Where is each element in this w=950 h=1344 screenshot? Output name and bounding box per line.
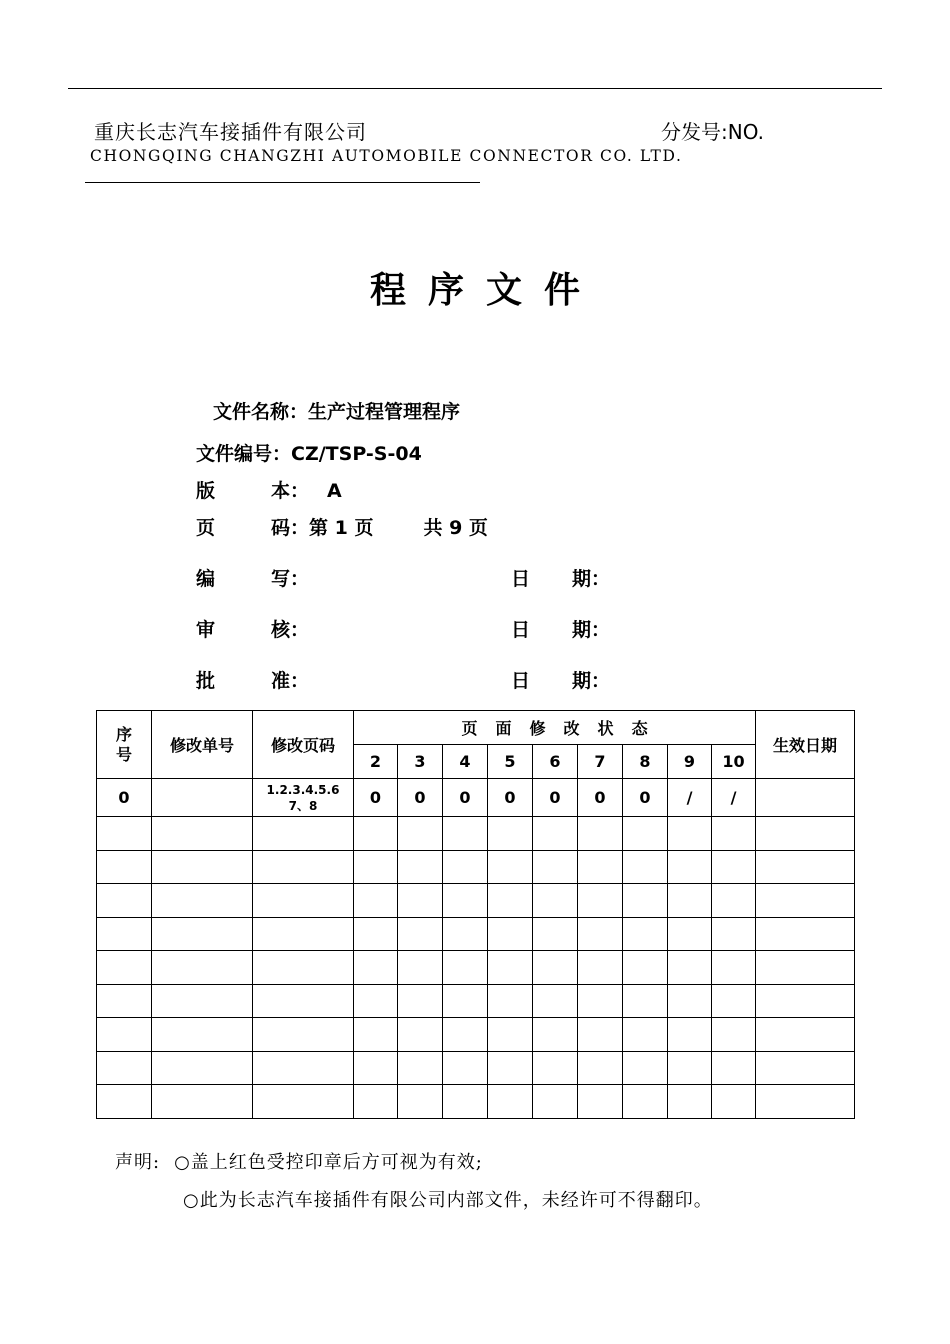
table-row bbox=[97, 917, 855, 951]
table-cell bbox=[756, 1051, 855, 1085]
table-cell bbox=[443, 884, 488, 918]
table-cell bbox=[712, 1085, 756, 1119]
table-cell bbox=[623, 917, 668, 951]
table-cell bbox=[756, 884, 855, 918]
table-cell bbox=[253, 1051, 354, 1085]
table-cell bbox=[152, 951, 253, 985]
title-char: 序 bbox=[427, 270, 464, 311]
row-status: 0 bbox=[354, 779, 398, 817]
page-number-header: 4 bbox=[443, 745, 488, 779]
table-row bbox=[97, 779, 855, 817]
table-cell bbox=[97, 917, 152, 951]
table-cell bbox=[152, 1018, 253, 1052]
table-cell bbox=[488, 817, 533, 851]
table-cell bbox=[488, 884, 533, 918]
author-label-1: 编 bbox=[196, 568, 216, 590]
table-cell bbox=[253, 884, 354, 918]
approve-row bbox=[196, 669, 309, 693]
table-cell bbox=[443, 984, 488, 1018]
declaration-text-2: ○此为长志汽车接插件有限公司内部文件，未经许可不得翻印。 bbox=[183, 1190, 713, 1211]
table-cell bbox=[488, 1085, 533, 1119]
table-cell bbox=[623, 984, 668, 1018]
page-number-header: 9 bbox=[668, 745, 712, 779]
title-char: 文 bbox=[486, 270, 523, 311]
table-cell bbox=[756, 951, 855, 985]
table-cell bbox=[668, 1051, 712, 1085]
version-row bbox=[196, 479, 342, 503]
page-total: 共 9 页 bbox=[423, 517, 488, 539]
table-cell bbox=[354, 1018, 398, 1052]
table-cell bbox=[253, 1018, 354, 1052]
table-cell bbox=[623, 850, 668, 884]
review-row bbox=[196, 618, 309, 642]
table-cell bbox=[533, 1085, 578, 1119]
table-cell bbox=[533, 1018, 578, 1052]
table-cell bbox=[398, 951, 443, 985]
table-cell bbox=[756, 817, 855, 851]
table-cell bbox=[443, 1051, 488, 1085]
distribution-number: 分发号:NO. bbox=[661, 120, 764, 144]
table-cell bbox=[152, 850, 253, 884]
table-cell bbox=[623, 884, 668, 918]
table-cell bbox=[354, 1085, 398, 1119]
table-cell bbox=[488, 1018, 533, 1052]
table-cell bbox=[97, 884, 152, 918]
file-code-value: CZ/TSP-S-04 bbox=[291, 443, 422, 465]
table-cell bbox=[712, 884, 756, 918]
date-label-2: 期： bbox=[572, 670, 611, 692]
header-seq: 序 号 bbox=[97, 711, 152, 779]
table-cell bbox=[668, 984, 712, 1018]
table-cell bbox=[354, 817, 398, 851]
table-cell bbox=[488, 850, 533, 884]
table-cell bbox=[253, 951, 354, 985]
title-char: 程 bbox=[369, 270, 406, 311]
version-label-2: 本： bbox=[271, 480, 310, 502]
table-cell bbox=[756, 1085, 855, 1119]
review-label-2: 核： bbox=[271, 619, 310, 641]
table-cell bbox=[623, 1018, 668, 1052]
table-cell bbox=[97, 1051, 152, 1085]
table-cell bbox=[97, 1085, 152, 1119]
date-label-2: 期： bbox=[572, 619, 611, 641]
table-cell bbox=[668, 917, 712, 951]
table-row bbox=[97, 1018, 855, 1052]
header-page-status: 页 面 修 改 状 态 bbox=[354, 711, 756, 745]
table-cell bbox=[488, 1051, 533, 1085]
header-effective-date: 生效日期 bbox=[756, 711, 855, 779]
table-cell bbox=[443, 951, 488, 985]
row-status: / bbox=[712, 779, 756, 817]
date-label-1: 日 bbox=[511, 568, 531, 590]
file-name-value: 生产过程管理程序 bbox=[308, 401, 461, 423]
table-cell bbox=[97, 817, 152, 851]
row-status: 0 bbox=[488, 779, 533, 817]
table-cell bbox=[354, 917, 398, 951]
table-cell bbox=[668, 817, 712, 851]
row-status: 0 bbox=[623, 779, 668, 817]
page-label-2: 码： bbox=[271, 517, 310, 539]
row-seq: 0 bbox=[97, 779, 152, 817]
table-cell bbox=[152, 1085, 253, 1119]
table-cell bbox=[443, 917, 488, 951]
author-label-2: 写： bbox=[271, 568, 310, 590]
table-cell bbox=[578, 817, 623, 851]
table-cell bbox=[533, 1051, 578, 1085]
table-cell bbox=[253, 817, 354, 851]
author-date-row bbox=[511, 567, 610, 591]
table-cell bbox=[712, 984, 756, 1018]
file-code-label: 文件编号： bbox=[196, 443, 292, 465]
page-number-header: 10 bbox=[712, 745, 756, 779]
file-name-row bbox=[213, 400, 460, 424]
review-label-1: 审 bbox=[196, 619, 216, 641]
page-number-header: 3 bbox=[398, 745, 443, 779]
approve-date-row bbox=[511, 669, 610, 693]
table-cell bbox=[578, 884, 623, 918]
approve-label-2: 准： bbox=[271, 670, 310, 692]
row-status: 0 bbox=[398, 779, 443, 817]
table-cell bbox=[152, 817, 253, 851]
table-cell bbox=[443, 817, 488, 851]
table-row bbox=[97, 1051, 855, 1085]
table-cell bbox=[578, 850, 623, 884]
header-modified-pages: 修改页码 bbox=[253, 711, 354, 779]
date-label-1: 日 bbox=[511, 670, 531, 692]
table-cell bbox=[398, 1051, 443, 1085]
table-row bbox=[97, 817, 855, 851]
table-cell bbox=[712, 917, 756, 951]
table-cell bbox=[152, 1051, 253, 1085]
table-cell bbox=[623, 951, 668, 985]
page-label-1: 页 bbox=[196, 517, 216, 539]
table-cell bbox=[152, 884, 253, 918]
table-cell bbox=[578, 917, 623, 951]
table-cell bbox=[152, 984, 253, 1018]
table-cell bbox=[398, 984, 443, 1018]
table-cell bbox=[533, 850, 578, 884]
table-cell bbox=[578, 1018, 623, 1052]
table-cell bbox=[443, 1018, 488, 1052]
version-label-1: 版 bbox=[196, 480, 216, 502]
table-cell bbox=[623, 1085, 668, 1119]
table-cell bbox=[533, 817, 578, 851]
table-cell bbox=[97, 951, 152, 985]
table-cell bbox=[668, 1085, 712, 1119]
page-number-header: 7 bbox=[578, 745, 623, 779]
table-cell bbox=[152, 917, 253, 951]
table-cell bbox=[712, 1018, 756, 1052]
declaration-text-1: ○盖上红色受控印章后方可视为有效; bbox=[174, 1152, 483, 1173]
row-status: / bbox=[668, 779, 712, 817]
table-cell bbox=[443, 1085, 488, 1119]
page-row bbox=[196, 516, 488, 540]
table-cell bbox=[253, 850, 354, 884]
table-cell bbox=[578, 951, 623, 985]
table-cell bbox=[578, 1085, 623, 1119]
company-name-cn: 重庆长志汽车接插件有限公司 bbox=[94, 120, 367, 144]
table-cell bbox=[443, 850, 488, 884]
table-cell bbox=[533, 917, 578, 951]
table-cell bbox=[668, 1018, 712, 1052]
declaration-label: 声明: bbox=[115, 1152, 161, 1173]
table-cell bbox=[354, 850, 398, 884]
row-order-no bbox=[152, 779, 253, 817]
table-cell bbox=[668, 850, 712, 884]
file-name-label: 文件名称： bbox=[213, 401, 309, 423]
table-row bbox=[97, 850, 855, 884]
table-cell bbox=[712, 817, 756, 851]
table-cell bbox=[668, 951, 712, 985]
table-cell bbox=[623, 817, 668, 851]
review-date-row bbox=[511, 618, 610, 642]
document-title bbox=[0, 262, 950, 313]
table-cell bbox=[253, 917, 354, 951]
table-cell bbox=[97, 850, 152, 884]
table-cell bbox=[398, 917, 443, 951]
table-row bbox=[97, 951, 855, 985]
declaration-line-1 bbox=[115, 1148, 483, 1174]
table-cell bbox=[756, 984, 855, 1018]
table-cell bbox=[97, 984, 152, 1018]
top-rule bbox=[68, 88, 882, 89]
table-cell bbox=[354, 951, 398, 985]
table-cell bbox=[623, 1051, 668, 1085]
table-cell bbox=[253, 984, 354, 1018]
page-value: 第 1 页 bbox=[309, 517, 374, 539]
table-cell bbox=[488, 984, 533, 1018]
title-char: 件 bbox=[544, 270, 581, 311]
table-cell bbox=[756, 917, 855, 951]
row-status: 0 bbox=[578, 779, 623, 817]
table-cell bbox=[398, 850, 443, 884]
table-cell bbox=[578, 1051, 623, 1085]
date-label-2: 期： bbox=[572, 568, 611, 590]
company-underline bbox=[85, 182, 480, 183]
table-row bbox=[97, 884, 855, 918]
table-cell bbox=[668, 884, 712, 918]
table-cell bbox=[354, 1051, 398, 1085]
file-code-row bbox=[196, 442, 422, 466]
table-cell bbox=[578, 984, 623, 1018]
page-number-header: 2 bbox=[354, 745, 398, 779]
version-value: A bbox=[327, 480, 342, 502]
page-number-header: 6 bbox=[533, 745, 578, 779]
table-cell bbox=[712, 951, 756, 985]
table-cell bbox=[398, 1018, 443, 1052]
table-cell bbox=[756, 1018, 855, 1052]
table-cell bbox=[488, 917, 533, 951]
table-cell bbox=[354, 984, 398, 1018]
company-name-en: CHONGQING CHANGZHI AUTOMOBILE CONNECTOR CO. LTD. bbox=[90, 147, 683, 165]
table-cell bbox=[398, 817, 443, 851]
author-row bbox=[196, 567, 309, 591]
table-row bbox=[97, 984, 855, 1018]
table-cell bbox=[488, 951, 533, 985]
row-modified-pages: 1.2.3.4.5.6 7、8 bbox=[253, 779, 354, 817]
table-cell bbox=[398, 884, 443, 918]
row-status: 0 bbox=[443, 779, 488, 817]
table-cell bbox=[712, 850, 756, 884]
row-status: 0 bbox=[533, 779, 578, 817]
revision-table bbox=[96, 710, 855, 1119]
date-label-1: 日 bbox=[511, 619, 531, 641]
table-cell bbox=[533, 951, 578, 985]
header-order-no: 修改单号 bbox=[152, 711, 253, 779]
table-cell bbox=[533, 984, 578, 1018]
table-cell bbox=[756, 850, 855, 884]
row-effective-date bbox=[756, 779, 855, 817]
table-cell bbox=[398, 1085, 443, 1119]
table-cell bbox=[712, 1051, 756, 1085]
table-cell bbox=[354, 884, 398, 918]
declaration-line-2 bbox=[183, 1186, 713, 1212]
table-cell bbox=[97, 1018, 152, 1052]
table-cell bbox=[533, 884, 578, 918]
table-cell bbox=[253, 1085, 354, 1119]
approve-label-1: 批 bbox=[196, 670, 216, 692]
page-number-header: 5 bbox=[488, 745, 533, 779]
page-number-header: 8 bbox=[623, 745, 668, 779]
table-row bbox=[97, 1085, 855, 1119]
